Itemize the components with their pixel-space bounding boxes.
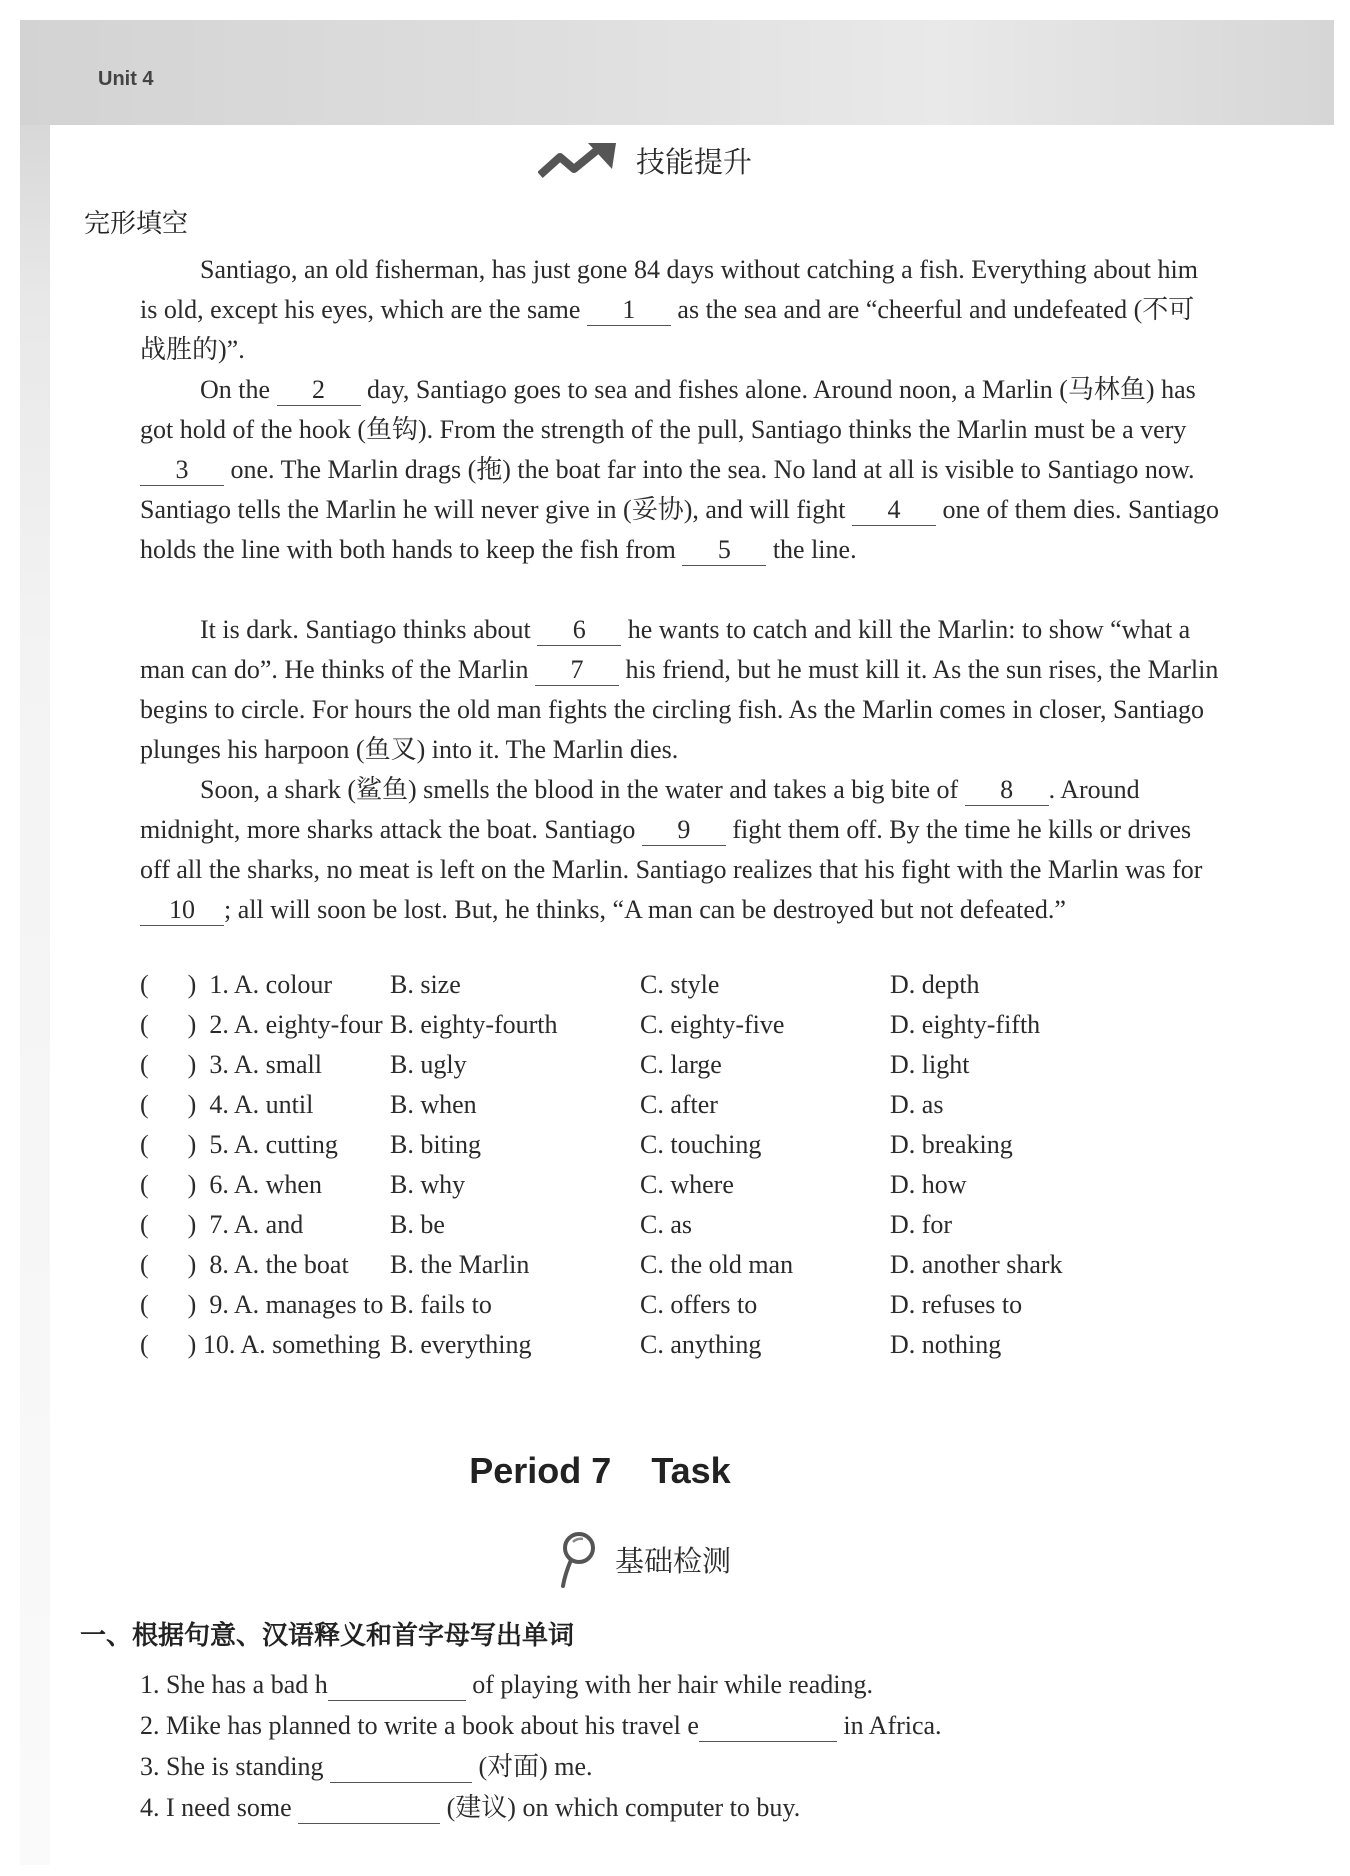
period-title: Period 7 Task <box>469 1450 731 1491</box>
exercise-text: of playing with her hair while reading. <box>465 1670 873 1699</box>
skill-section-heading <box>538 140 752 181</box>
cloze-blank[interactable]: 4 <box>852 495 936 526</box>
answer-blank[interactable] <box>298 1793 440 1824</box>
exercise-text: (建议) on which computer to buy. <box>440 1793 801 1822</box>
option-c[interactable]: C. the old man <box>640 1250 794 1279</box>
passage-text: his friend, but he must kill it. As the sun rises, the Marlin begins to circle. For hours the old man fights the circling fish. As the Marlin comes in closer, Santiago plunges his harpoon (鱼叉) into it. The Marlin dies. <box>140 655 1219 764</box>
passage-text: Soon, a shark (鲨鱼) smells the blood in the water and takes a big bite of <box>200 775 965 804</box>
cloze-blank[interactable]: 3 <box>140 455 224 486</box>
option-c[interactable]: C. large <box>640 1050 722 1079</box>
option-d[interactable]: D. nothing <box>890 1330 1002 1359</box>
passage-text: the line. <box>766 535 857 564</box>
cloze-blank[interactable]: 2 <box>277 375 361 406</box>
header-band <box>20 20 1334 125</box>
option-b[interactable]: B. size <box>390 970 461 999</box>
passage-text: day, Santiago goes to sea and fishes alone. Around noon, a Marlin (马林鱼) has got hold of the hook (鱼钩). From the strength of the pull, Santiago thinks the Marlin must be a very <box>140 375 1196 444</box>
cloze-blank[interactable]: 8 <box>965 775 1049 806</box>
option-d[interactable]: D. eighty-fifth <box>890 1010 1041 1039</box>
option-b[interactable]: B. ugly <box>390 1050 467 1079</box>
passage-text: ; all will soon be lost. But, he thinks, “A man can be destroyed but not defeated.” <box>224 895 1066 924</box>
exercise-item <box>140 1706 942 1746</box>
option-c[interactable]: C. style <box>640 970 720 999</box>
option-b[interactable]: B. when <box>390 1090 477 1119</box>
option-c[interactable]: C. touching <box>640 1130 762 1159</box>
passage-text: On the <box>200 375 277 404</box>
option-b[interactable]: B. eighty-fourth <box>390 1010 558 1039</box>
option-d[interactable]: D. breaking <box>890 1130 1013 1159</box>
answer-blank[interactable] <box>699 1711 837 1742</box>
question-number-option-a: ( ) 5. A. cutting <box>140 1130 338 1159</box>
question-number-option-a: ( ) 6. A. when <box>140 1170 322 1199</box>
exercise-item <box>140 1747 593 1787</box>
passage-paragraph <box>140 610 1220 770</box>
question-number-option-a: ( ) 3. A. small <box>140 1050 322 1079</box>
option-b[interactable]: B. why <box>390 1170 466 1199</box>
question-list <box>140 965 1135 1365</box>
option-c[interactable]: C. offers to <box>640 1290 758 1319</box>
answer-blank[interactable] <box>328 1670 466 1701</box>
option-d[interactable]: D. refuses to <box>890 1290 1023 1319</box>
question-row <box>140 1005 1135 1045</box>
trend-arrow-icon <box>538 141 620 181</box>
question-row <box>140 1285 1135 1325</box>
passage-paragraph <box>140 370 1220 570</box>
passage-paragraph <box>140 770 1220 930</box>
question-number-option-a: ( ) 4. A. until <box>140 1090 314 1119</box>
exercise-item <box>140 1665 873 1705</box>
cloze-blank[interactable]: 1 <box>587 295 671 326</box>
exercise-text: 2. Mike has planned to write a book about his travel e <box>140 1711 699 1740</box>
question-row <box>140 1325 1135 1365</box>
option-b[interactable]: B. biting <box>390 1130 482 1159</box>
cloze-blank[interactable]: 6 <box>537 615 621 646</box>
question-number-option-a: ( ) 8. A. the boat <box>140 1250 349 1279</box>
option-d[interactable]: D. light <box>890 1050 970 1079</box>
question-row <box>140 1165 1135 1205</box>
exercise-item <box>140 1788 800 1828</box>
question-number-option-a: ( ) 2. A. eighty-four <box>140 1010 383 1039</box>
passage-text: he wants to catch and kill the Marlin: to show “what a man can do”. He thinks of the Marlin <box>140 615 1191 684</box>
question-number-option-a: ( ) 9. A. manages to <box>140 1290 384 1319</box>
option-b[interactable]: B. everything <box>390 1330 532 1359</box>
question-number-option-a: ( ) 7. A. and <box>140 1210 304 1239</box>
cloze-blank[interactable]: 5 <box>682 535 766 566</box>
exercise-text: 1. She has a bad h <box>140 1670 328 1699</box>
basic-section-title: 基础检测 <box>615 1543 732 1578</box>
option-c[interactable]: C. anything <box>640 1330 762 1359</box>
option-d[interactable]: D. as <box>890 1090 944 1119</box>
exercise-text: (对面) me. <box>471 1752 593 1781</box>
passage-text: It is dark. Santiago thinks about <box>200 615 538 644</box>
option-c[interactable]: C. eighty-five <box>640 1010 785 1039</box>
passage-paragraph <box>140 250 1220 370</box>
magnifier-icon <box>555 1530 599 1588</box>
cloze-blank[interactable]: 9 <box>642 815 726 846</box>
question-row <box>140 1125 1135 1165</box>
exercise-text: in Africa. <box>836 1711 942 1740</box>
cloze-blank[interactable]: 10 <box>140 895 224 926</box>
option-d[interactable]: D. another shark <box>890 1250 1063 1279</box>
question-row <box>140 1085 1135 1125</box>
passage-text: fight them off. By the time he kills or drives off all the sharks, no meat is left on the Marlin. Santiago realizes that his fight with the Marlin was for <box>140 815 1203 884</box>
passage-text: . Around midnight, more sharks attack the boat. Santiago <box>140 775 1140 844</box>
question-row <box>140 1245 1135 1285</box>
passage-text: Santiago, an old fisherman, has just gone 84 days without catching a fish. Everything about him is old, except his eyes, which are the same <box>140 255 1198 324</box>
question-row <box>140 1045 1135 1085</box>
option-c[interactable]: C. as <box>640 1210 692 1239</box>
exercise-subtitle: 一、根据句意、汉语释义和首字母写出单词 <box>80 1621 575 1651</box>
option-b[interactable]: B. be <box>390 1210 445 1239</box>
option-b[interactable]: B. the Marlin <box>390 1250 530 1279</box>
question-row <box>140 965 1135 1005</box>
option-c[interactable]: C. after <box>640 1090 718 1119</box>
option-d[interactable]: D. depth <box>890 970 980 999</box>
basic-section-heading <box>555 1530 731 1588</box>
skill-section-title: 技能提升 <box>636 145 753 179</box>
passage-text: one of them dies. Santiago holds the line with both hands to keep the fish from <box>140 495 1220 564</box>
option-b[interactable]: B. fails to <box>390 1290 492 1319</box>
cloze-blank[interactable]: 7 <box>535 655 619 686</box>
option-d[interactable]: D. for <box>890 1210 953 1239</box>
question-number-option-a: ( ) 10. A. something <box>140 1330 381 1359</box>
side-strip <box>20 125 50 1865</box>
cloze-category: 完形填空 <box>84 209 189 239</box>
option-d[interactable]: D. how <box>890 1170 967 1199</box>
exercise-text: 4. I need some <box>140 1793 299 1822</box>
passage-text: one. The Marlin drags (拖) the boat far into the sea. No land at all is visible to Santiago now. Santiago tells the Marlin he will never give in (妥协), and will fight <box>140 455 1195 524</box>
exercise-text: 3. She is standing <box>140 1752 330 1781</box>
answer-blank[interactable] <box>330 1752 472 1783</box>
question-number-option-a: ( ) 1. A. colour <box>140 970 333 999</box>
passage-text: as the sea and are “cheerful and undefeated (不可战胜的)”. <box>140 295 1195 364</box>
unit-label: Unit 4 <box>98 68 154 90</box>
option-c[interactable]: C. where <box>640 1170 734 1199</box>
question-row <box>140 1205 1135 1245</box>
